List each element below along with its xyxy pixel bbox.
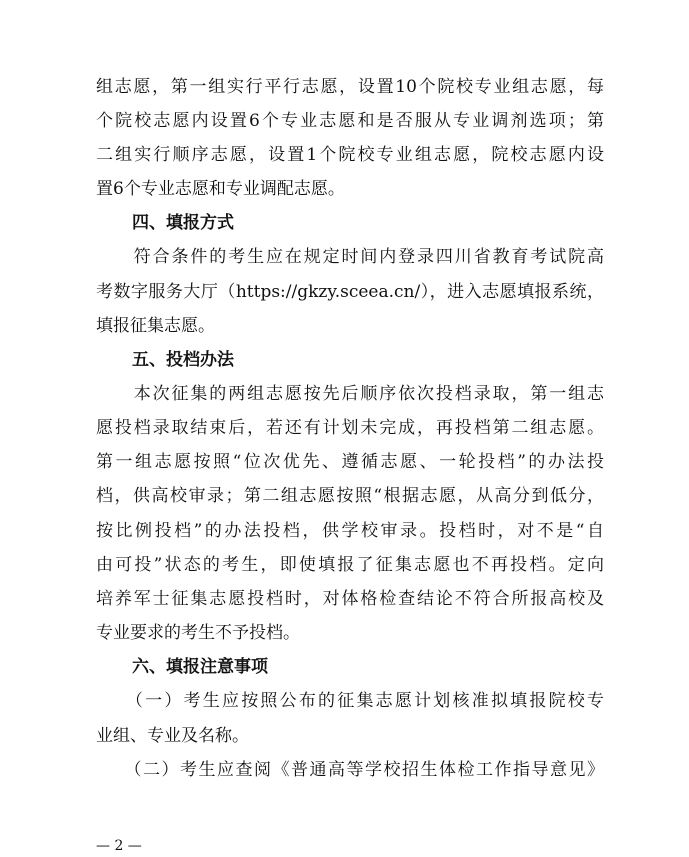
- paragraph-line: 填报征集志愿。: [96, 316, 215, 336]
- page-number: — 2 —: [96, 838, 142, 854]
- paragraph-line: （二）考生应查阅《普通高等学校招生体检工作指导意见》: [96, 760, 604, 780]
- paragraph-line: 业组、专业及名称。: [96, 726, 249, 746]
- section-heading-6: 六、填报注意事项: [132, 657, 268, 677]
- paragraph-line: 符合条件的考生应在规定时间内登录四川省教育考试院高: [96, 247, 604, 267]
- paragraph-line: 置6个专业志愿和专业调配志愿。: [96, 179, 345, 199]
- paragraph-line: 第一组志愿按照“位次优先、遵循志愿、一轮投档”的办法投: [96, 452, 604, 472]
- paragraph-line: 专业要求的考生不予投档。: [96, 623, 300, 643]
- paragraph-line: 本次征集的两组志愿按先后顺序依次投档录取，第一组志: [96, 384, 604, 404]
- paragraph-line: 组志愿，第一组实行平行志愿，设置10个院校专业组志愿，每: [96, 77, 604, 97]
- paragraph-line: 由可投”状态的考生，即使填报了征集志愿也不再投档。定向: [96, 555, 604, 575]
- paragraph-line: （一）考生应按照公布的征集志愿计划核准拟填报院校专: [96, 691, 604, 711]
- paragraph-line: 考数字服务大厅（https://gkzy.sceea.cn/），进入志愿填报系统，: [96, 282, 604, 302]
- paragraph-line: 愿投档录取结束后，若还有计划未完成，再投档第二组志愿。: [96, 418, 604, 438]
- paragraph-line: 个院校志愿内设置6个专业志愿和是否服从专业调剂选项；第: [96, 111, 604, 131]
- paragraph-line: 二组实行顺序志愿，设置1个院校专业组志愿，院校志愿内设: [96, 145, 604, 165]
- section-heading-4: 四、填报方式: [132, 213, 234, 233]
- section-heading-5: 五、投档办法: [132, 350, 234, 370]
- paragraph-line: 按比例投档”的办法投档，供学校审录。投档时，对不是“自: [96, 521, 604, 541]
- paragraph-line: 档，供高校审录；第二组志愿按照“根据志愿，从高分到低分，: [96, 486, 604, 506]
- paragraph-line: 培养军士征集志愿投档时，对体格检查结论不符合所报高校及: [96, 589, 604, 609]
